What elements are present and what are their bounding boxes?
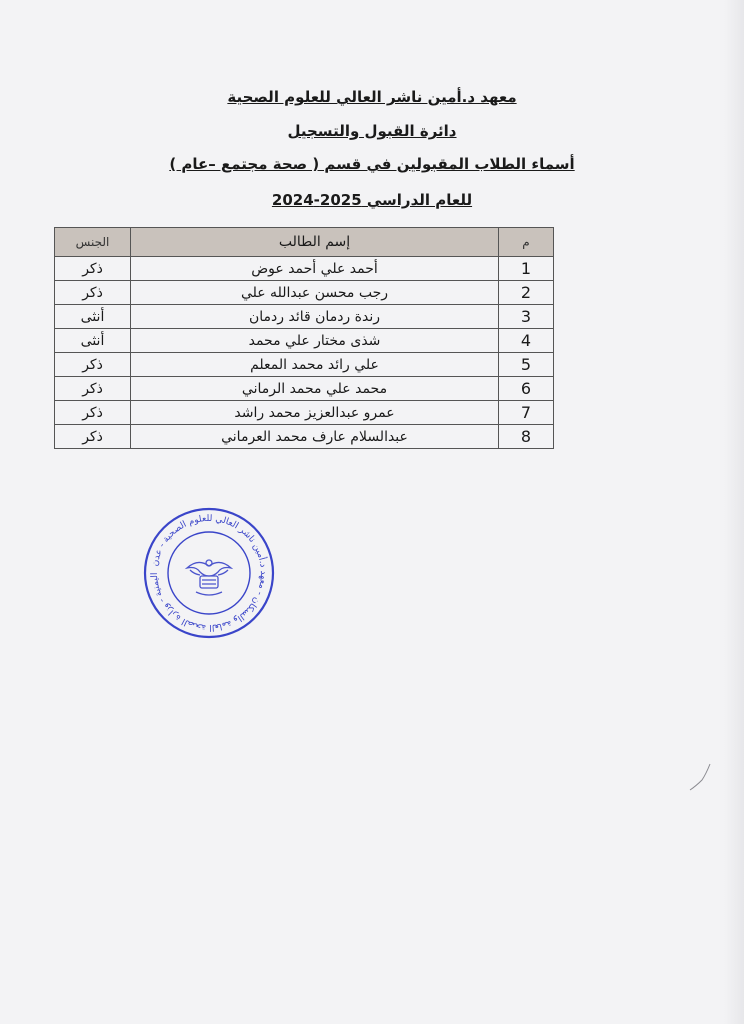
row-number: 6 — [499, 377, 554, 401]
table-row — [55, 377, 554, 401]
row-gender: ذكر — [55, 401, 131, 425]
row-number: 2 — [499, 281, 554, 305]
table-header-row — [55, 228, 554, 257]
row-number: 3 — [499, 305, 554, 329]
row-number: 8 — [499, 425, 554, 449]
row-number: 4 — [499, 329, 554, 353]
table-row — [55, 425, 554, 449]
row-name: رندة ردمان قائد ردمان — [131, 305, 499, 329]
academic-year: للعام الدراسي 2025-2024 — [271, 191, 473, 209]
table-row — [55, 329, 554, 353]
row-name: عبدالسلام عارف محمد العرماني — [131, 425, 499, 449]
table-row — [55, 281, 554, 305]
row-number: 7 — [499, 401, 554, 425]
header-gender: الجنس — [55, 228, 131, 257]
pen-mark-icon — [680, 760, 720, 800]
row-gender: ذكر — [55, 425, 131, 449]
students-table — [54, 227, 554, 449]
row-name: عمرو عبدالعزيز محمد راشد — [131, 401, 499, 425]
row-name: محمد علي محمد الرماني — [131, 377, 499, 401]
official-stamp — [142, 506, 276, 640]
stamp-seal-icon — [142, 506, 276, 640]
header-number: م — [499, 228, 554, 257]
row-name: علي رائد محمد المعلم — [131, 353, 499, 377]
row-gender: ذكر — [55, 353, 131, 377]
row-number: 1 — [499, 257, 554, 281]
row-gender: ذكر — [55, 281, 131, 305]
row-gender: أنثى — [55, 329, 131, 353]
table-row — [55, 257, 554, 281]
svg-text:الجمهورية اليمنية - وزارة الصح: اليمنية - وزارة الصحة العامة والسكان - معهد د.أمين ناشر العالي للعلوم الصحية - عدن — [149, 513, 269, 633]
row-name: أحمد علي أحمد عوض — [131, 257, 499, 281]
list-title: أسماء الطلاب المقبولين في قسم ( صحة مجتمع –عام ) — [169, 155, 575, 173]
row-gender: ذكر — [55, 257, 131, 281]
department-title: دائرة القبول والتسجيل — [287, 122, 457, 140]
row-name: شذى مختار علي محمد — [131, 329, 499, 353]
table-row — [55, 401, 554, 425]
page-edge-shadow — [724, 0, 744, 1024]
institute-title: معهد د.أمين ناشر العالي للعلوم الصحية — [227, 88, 517, 106]
row-gender: ذكر — [55, 377, 131, 401]
row-number: 5 — [499, 353, 554, 377]
header-name: إسم الطالب — [131, 228, 499, 257]
row-gender: أنثى — [55, 305, 131, 329]
row-name: رجب محسن عبدالله علي — [131, 281, 499, 305]
table-row — [55, 353, 554, 377]
table-row — [55, 305, 554, 329]
